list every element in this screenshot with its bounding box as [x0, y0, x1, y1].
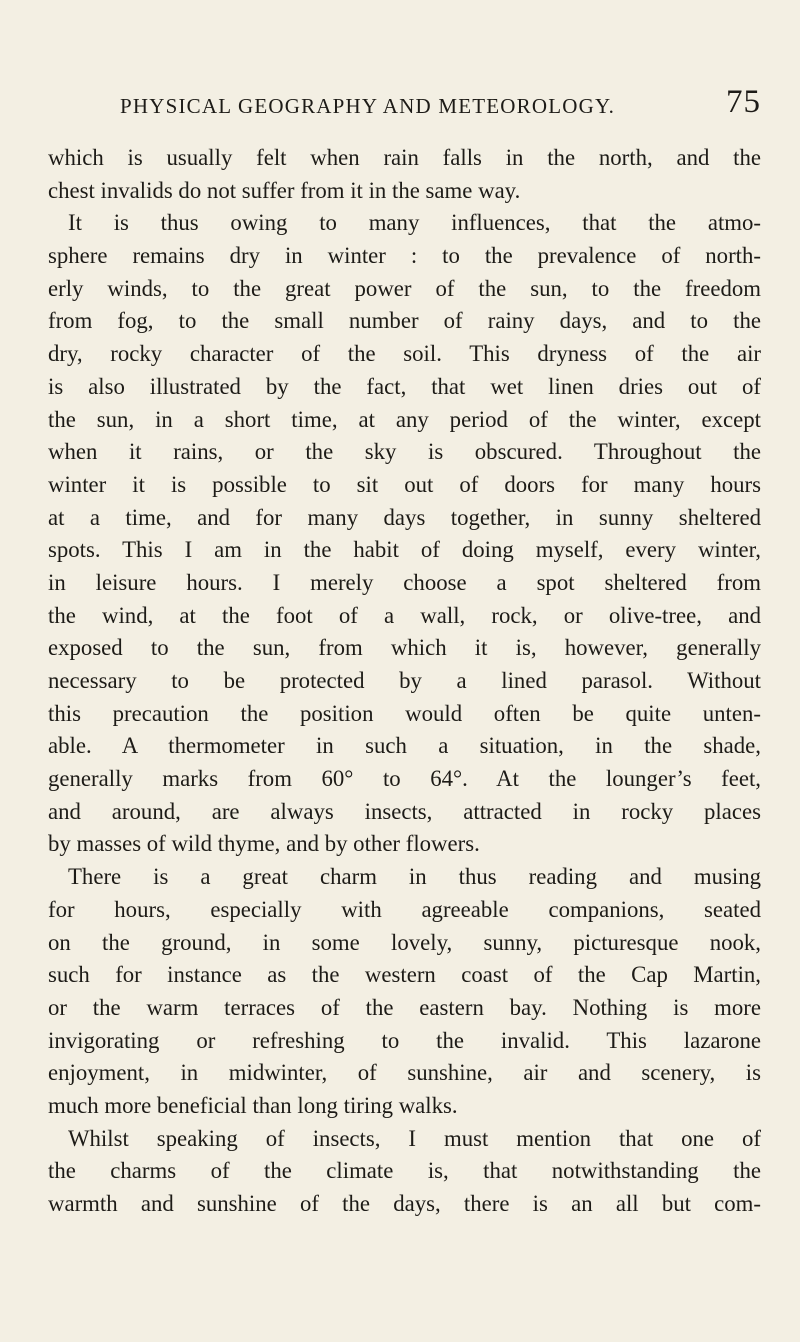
- text-line: necessary to be protected by a lined parasol. Without: [48, 668, 761, 693]
- text-line: the sun, in a short time, at any period of the winter, except: [48, 406, 761, 432]
- text-line: for hours, especially with agreeable companions, seated: [48, 896, 761, 922]
- text-line: at a time, and for many days together, in sunny sheltered: [48, 504, 761, 530]
- text-line: when it rains, or the sky is obscured. Throughout the: [48, 439, 761, 465]
- text-line: much more beneficial than long tiring walks.: [48, 1092, 458, 1118]
- running-title: PHYSICAL GEOGRAPHY AND METEOROLOGY.: [120, 94, 616, 118]
- text-line: spots. This I am in the habit of doing myself, every winter,: [48, 537, 761, 563]
- text-line: is also illustrated by the fact, that wet linen dries out of: [48, 373, 761, 399]
- text-line: enjoyment, in midwinter, of sunshine, air and scenery, is: [48, 1060, 761, 1086]
- text-line: and around, are always insects, attracted in rocky places: [48, 798, 761, 824]
- text-line: It is thus owing to many influences, that the atmo-: [68, 210, 761, 236]
- text-line: such for instance as the western coast of the Cap Martin,: [48, 962, 761, 988]
- running-head: [48, 84, 761, 130]
- text-line: sphere remains dry in winter : to the prevalence of north-: [48, 243, 761, 269]
- body-text: [48, 142, 761, 1221]
- text-line: generally marks from 60° to 64°. At the lounger’s feet,: [48, 766, 761, 792]
- text-line: the charms of the climate is, that notwithstanding the: [48, 1158, 761, 1184]
- text-line: in leisure hours. I merely choose a spot sheltered from: [48, 569, 761, 595]
- text-line: the wind, at the foot of a wall, rock, or olive-tree, and: [48, 602, 761, 628]
- text-line: by masses of wild thyme, and by other flowers.: [48, 831, 480, 857]
- text-line: erly winds, to the great power of the sun, to the freedom: [48, 275, 761, 301]
- text-line: Whilst speaking of insects, I must mention that one of: [68, 1125, 761, 1151]
- text-line: invigorating or refreshing to the invalid. This lazarone: [48, 1027, 761, 1053]
- text-line: exposed to the sun, from which it is, however, generally: [48, 635, 761, 661]
- text-line: on the ground, in some lovely, sunny, picturesque nook,: [48, 929, 761, 955]
- text-line: able. A thermometer in such a situation, in the shade,: [48, 733, 761, 759]
- text-line: or the warm terraces of the eastern bay. Nothing is more: [48, 994, 761, 1020]
- text-line: warmth and sunshine of the days, there is an all but com-: [48, 1191, 761, 1216]
- text-line: chest invalids do not suffer from it in the same way.: [48, 177, 521, 203]
- text-line: winter it is possible to sit out of doors for many hours: [48, 471, 761, 497]
- page-number: 75: [726, 84, 761, 120]
- text-line: dry, rocky character of the soil. This dryness of the air: [48, 341, 761, 367]
- text-line: which is usually felt when rain falls in the north, and the: [48, 145, 761, 170]
- text-line: There is a great charm in thus reading and musing: [68, 864, 761, 890]
- text-line: this precaution the position would often be quite unten-: [48, 700, 761, 726]
- text-line: from fog, to the small number of rainy days, and to the: [48, 308, 761, 334]
